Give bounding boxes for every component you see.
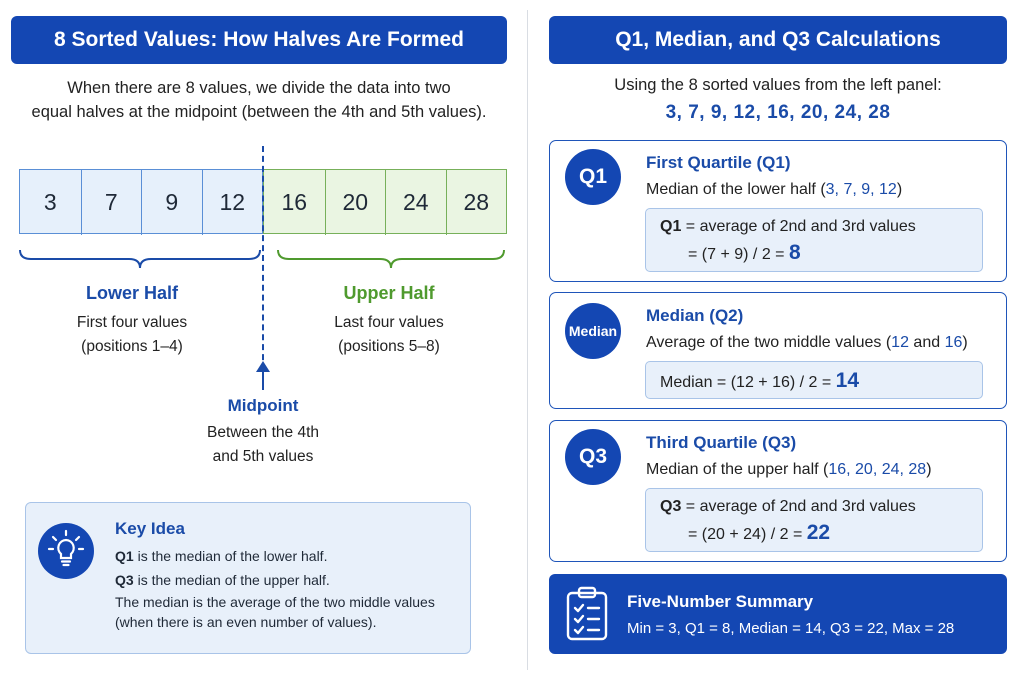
q1-result: 8 [788, 241, 801, 264]
q1-card [549, 140, 1007, 282]
lower-sub-1: First four values [76, 314, 188, 331]
value-cell: 28 [446, 170, 507, 235]
median-calc-line [660, 369, 859, 393]
q3-badge: Q3 [565, 429, 621, 485]
midpoint-title: Midpoint [227, 396, 299, 415]
value-cell: 9 [141, 170, 202, 235]
value-cell: 7 [81, 170, 142, 235]
q3-desc [646, 461, 932, 479]
q1-badge: Q1 [565, 149, 621, 205]
lower-half-sub [32, 311, 232, 359]
key-idea-line-2 [115, 572, 330, 588]
q3-calc-label: Q3 [660, 498, 682, 515]
q1-bold: Q1 [115, 548, 134, 564]
q3-title: Third Quartile (Q3) [646, 433, 797, 452]
value-cell: 16 [281, 189, 308, 215]
right-title-text: Q1, Median, and Q3 Calculations [615, 28, 941, 51]
upper-half-cells [263, 169, 507, 234]
median-badge: Median [565, 303, 621, 359]
value-cell: 20 [325, 170, 386, 235]
median-result: 14 [835, 369, 860, 392]
key-idea-line-1 [115, 548, 327, 564]
line2-text: is the median of the upper half. [133, 572, 330, 588]
q3-calc-line-2 [688, 521, 830, 545]
q3-desc-pre: Median of the upper half ( [646, 461, 829, 478]
value-cell: 3 [43, 189, 57, 215]
left-intro [14, 76, 504, 124]
clipboard-checklist-icon [565, 586, 609, 642]
key-idea-box [25, 502, 471, 654]
q3-calc-formula: = (20 + 24) / 2 = [688, 526, 807, 543]
summary-title: Five-Number Summary [627, 592, 814, 611]
q3-card [549, 420, 1007, 562]
value-cell: 12 [202, 170, 263, 235]
q1-calc-line-2 [688, 241, 801, 265]
q3-calc-rest: = average of 2nd and 3rd values [681, 498, 916, 515]
median-desc-hl2: 16 [944, 334, 963, 351]
q1-title: First Quartile (Q1) [646, 153, 791, 172]
q1-calc-box [645, 208, 983, 272]
median-card [549, 292, 1007, 409]
summary-values: Min = 3, Q1 = 8, Median = 14, Q3 = 22, Max = 28 [627, 620, 955, 637]
arrow-shaft [262, 370, 264, 390]
lower-sub-2: (positions 1–4) [81, 338, 183, 355]
line1-text: is the median of the lower half. [133, 548, 328, 564]
left-panel-title [11, 16, 507, 64]
q3-calc-box [645, 488, 983, 552]
q1-calc-formula: = (7 + 9) / 2 = [688, 246, 789, 263]
q1-desc [646, 181, 902, 199]
intro-line-2: equal halves at the midpoint (between the 4th and 5th values). [31, 103, 487, 121]
key-idea-title: Key Idea [115, 519, 185, 538]
right-intro: Using the 8 sorted values from the left panel: [614, 76, 942, 94]
q1-desc-post: ) [896, 181, 903, 198]
panel-divider [527, 10, 528, 670]
q3-desc-values: 16, 20, 24, 28 [828, 461, 927, 478]
key-idea-line-3: The median is the average of the two middle values [115, 594, 435, 610]
key-idea-line-4: (when there is an even number of values). [115, 614, 377, 630]
midpoint-sub-2: and 5th values [212, 448, 314, 465]
midpoint-dashed-line [262, 146, 264, 370]
lower-half-title: Lower Half [85, 283, 178, 303]
upper-sub-2: (positions 5–8) [338, 338, 440, 355]
q1-calc-rest: = average of 2nd and 3rd values [681, 218, 916, 235]
q1-calc-line-1 [660, 218, 916, 236]
q1-desc-values: 3, 7, 9, 12 [825, 181, 897, 198]
median-calc-box [645, 361, 983, 399]
intro-line-1: When there are 8 values, we divide the data into two [67, 79, 451, 97]
median-desc-mid: and [908, 334, 945, 351]
lower-brace [19, 248, 261, 270]
midpoint-sub [163, 421, 363, 469]
q3-result: 22 [806, 521, 831, 544]
sorted-values: 3, 7, 9, 12, 16, 20, 24, 28 [665, 102, 891, 123]
q1-desc-pre: Median of the lower half ( [646, 181, 826, 198]
midpoint-sub-1: Between the 4th [206, 424, 320, 441]
q3-desc-post: ) [926, 461, 932, 478]
q1-calc-label: Q1 [660, 218, 682, 235]
median-calc-formula: Median = (12 + 16) / 2 = [660, 374, 836, 391]
right-panel-title [549, 16, 1007, 64]
lower-half-cells [19, 169, 263, 234]
upper-half-sub [289, 311, 489, 359]
median-title: Median (Q2) [646, 306, 744, 325]
lightbulb-icon [38, 523, 94, 579]
left-title-text: 8 Sorted Values: How Halves Are Formed [53, 28, 465, 51]
median-desc [646, 334, 968, 352]
q3-calc-line-1 [660, 498, 916, 516]
median-desc-pre: Average of the two middle values ( [646, 334, 892, 351]
value-cell: 24 [385, 170, 446, 235]
upper-brace [277, 248, 505, 270]
upper-half-title: Upper Half [343, 283, 435, 303]
median-desc-post: ) [962, 334, 968, 351]
q3-bold: Q3 [115, 572, 134, 588]
five-number-summary [549, 574, 1007, 654]
upper-sub-1: Last four values [334, 314, 444, 331]
median-desc-hl1: 12 [891, 334, 909, 351]
